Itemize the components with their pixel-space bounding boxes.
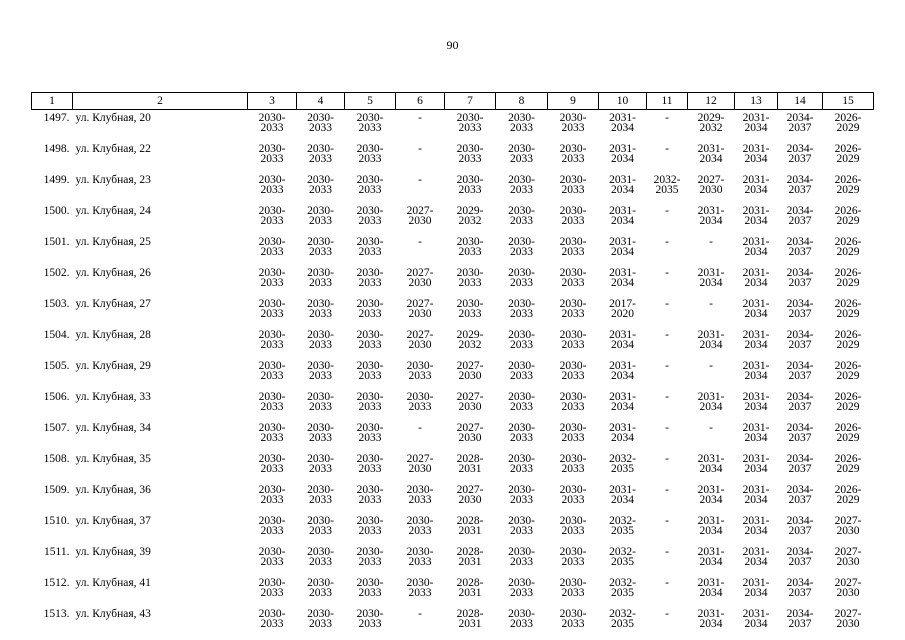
address-cell: ул. Клубная, 20 [75,112,151,124]
period-cell: 2030- 2033 [356,329,384,351]
period-cell: - [665,577,669,589]
period-cell: 2031- 2034 [697,577,725,599]
period-cell: 2030- 2033 [307,236,334,258]
address-cell: ул. Клубная, 28 [75,329,151,341]
period-cell: 2027- 2030 [406,453,434,475]
schedule-table [31,92,874,637]
period-cell: 2027- 2030 [406,329,434,351]
period-cell: 2031- 2034 [742,267,770,289]
period-cell: - [418,236,422,248]
period-cell: 2030- 2033 [307,112,334,134]
period-cell: - [418,608,422,620]
row-number: 1507. [43,422,70,434]
period-cell: 2031- 2034 [609,112,636,134]
period-cell: 2026- 2029 [834,484,862,506]
period-cell: 2026- 2029 [834,422,862,444]
period-cell: 2032- 2035 [609,546,636,568]
row-number: 1505. [43,360,70,372]
period-cell: 2027- 2030 [456,391,484,413]
address-cell: ул. Клубная, 29 [75,360,151,372]
address-cell: ул. Клубная, 22 [75,143,151,155]
period-cell: 2030- 2033 [559,174,587,196]
row-number: 1509. [43,484,70,496]
period-cell: 2030- 2033 [406,515,434,537]
period-cell: - [709,298,713,310]
column-header: 3 [248,93,297,110]
row-number: 1511. [44,546,70,558]
period-cell: 2030- 2033 [406,391,434,413]
period-cell: 2031- 2034 [609,205,636,227]
period-cell: 2027- 2030 [834,546,862,568]
column-header: 15 [823,93,874,110]
address-cell: ул. Клубная, 41 [75,577,151,589]
period-cell: 2027- 2030 [456,360,484,382]
period-cell: 2031- 2034 [697,546,725,568]
period-cell: 2030- 2033 [258,329,286,351]
period-cell: 2034- 2037 [786,546,814,568]
row-number: 1497. [43,112,70,124]
row-number: 1513. [43,608,70,620]
period-cell: 2030- 2033 [508,298,535,320]
period-cell: 2030- 2033 [508,267,535,289]
period-cell: - [665,236,669,248]
table-row [32,513,874,544]
period-cell: 2030- 2033 [559,422,587,444]
period-cell: 2030- 2033 [356,391,384,413]
period-cell: 2030- 2033 [356,360,384,382]
period-cell: 2030- 2033 [406,484,434,506]
row-number: 1512. [43,577,70,589]
column-header: 11 [647,93,688,110]
period-cell: 2030- 2033 [559,112,587,134]
row-number: 1510. [43,515,70,527]
period-cell: 2031- 2034 [609,484,636,506]
period-cell: 2031- 2034 [742,484,770,506]
period-cell: 2030- 2033 [307,546,334,568]
period-cell: 2030- 2033 [258,453,286,475]
period-cell: 2028- 2031 [456,577,484,599]
period-cell: 2032- 2035 [609,515,636,537]
period-cell: 2030- 2033 [258,484,286,506]
period-cell: 2030- 2033 [508,608,535,630]
period-cell: 2031- 2034 [742,236,770,258]
period-cell: 2032- 2035 [609,453,636,475]
column-header: 2 [73,93,248,110]
period-cell: 2030- 2033 [456,267,484,289]
period-cell: 2031- 2034 [609,391,636,413]
period-cell: - [665,546,669,558]
table-row [32,265,874,296]
period-cell: 2034- 2037 [786,608,814,630]
period-cell: 2027- 2030 [406,267,434,289]
period-cell: 2030- 2033 [559,391,587,413]
period-cell: 2030- 2033 [258,298,286,320]
period-cell: 2031- 2034 [609,174,636,196]
period-cell: 2031- 2034 [742,329,770,351]
period-cell: 2017- 2020 [609,298,636,320]
period-cell: 2030- 2033 [258,236,286,258]
period-cell: 2034- 2037 [786,422,814,444]
period-cell: 2030- 2033 [307,484,334,506]
column-header: 4 [297,93,345,110]
address-cell: ул. Клубная, 34 [75,422,151,434]
period-cell: 2031- 2034 [697,515,725,537]
period-cell: 2026- 2029 [834,236,862,258]
period-cell: 2031- 2034 [742,546,770,568]
table-row [32,296,874,327]
period-cell: 2030- 2033 [307,577,334,599]
period-cell: 2034- 2037 [786,267,814,289]
address-cell: ул. Клубная, 39 [75,546,151,558]
period-cell: 2026- 2029 [834,453,862,475]
address-cell: ул. Клубная, 43 [75,608,151,620]
period-cell: 2034- 2037 [786,360,814,382]
table-row [32,234,874,265]
period-cell: 2030- 2033 [307,267,334,289]
column-header: 7 [445,93,496,110]
period-cell: 2030- 2033 [559,205,587,227]
table-row [32,358,874,389]
table-row [32,482,874,513]
column-header: 10 [599,93,647,110]
period-cell: - [665,608,669,620]
period-cell: 2031- 2034 [742,298,770,320]
period-cell: 2030- 2033 [258,608,286,630]
period-cell: 2030- 2033 [258,515,286,537]
period-cell: 2030- 2033 [559,515,587,537]
period-cell: 2030- 2033 [456,174,484,196]
period-cell: 2030- 2033 [258,422,286,444]
period-cell: 2027- 2030 [456,422,484,444]
period-cell: 2030- 2033 [307,143,334,165]
period-cell: 2030- 2033 [559,298,587,320]
column-header: 14 [778,93,823,110]
period-cell: 2030- 2033 [356,546,384,568]
column-header: 8 [496,93,548,110]
period-cell: 2030- 2033 [356,267,384,289]
period-cell: 2028- 2031 [456,515,484,537]
period-cell: 2034- 2037 [786,298,814,320]
period-cell: 2030- 2033 [559,236,587,258]
period-cell: 2027- 2030 [406,205,434,227]
period-cell: - [665,453,669,465]
period-cell: 2030- 2033 [307,298,334,320]
period-cell: - [418,422,422,434]
period-cell: 2031- 2034 [697,329,725,351]
period-cell: 2030- 2033 [307,174,334,196]
period-cell: 2034- 2037 [786,112,814,134]
period-cell: - [665,484,669,496]
period-cell: 2030- 2033 [559,577,587,599]
period-cell: 2034- 2037 [786,236,814,258]
period-cell: - [665,391,669,403]
row-number: 1503. [43,298,70,310]
period-cell: 2027- 2030 [834,608,862,630]
period-cell: 2031- 2034 [697,267,725,289]
period-cell: 2026- 2029 [834,267,862,289]
column-header: 9 [548,93,599,110]
period-cell: 2030- 2033 [508,515,535,537]
table-row [32,327,874,358]
period-cell: 2031- 2034 [742,577,770,599]
period-cell: 2026- 2029 [834,143,862,165]
period-cell: 2028- 2031 [456,453,484,475]
period-cell: 2030- 2033 [307,453,334,475]
period-cell: 2030- 2033 [307,515,334,537]
period-cell: - [665,267,669,279]
period-cell: 2031- 2034 [742,391,770,413]
period-cell: 2031- 2034 [742,453,770,475]
address-cell: ул. Клубная, 25 [75,236,151,248]
period-cell: 2034- 2037 [786,205,814,227]
period-cell: 2030- 2033 [356,205,384,227]
period-cell: 2032- 2035 [609,577,636,599]
period-cell: - [418,112,422,124]
address-cell: ул. Клубная, 37 [75,515,151,527]
period-cell: 2030- 2033 [356,174,384,196]
period-cell: 2031- 2034 [697,143,725,165]
address-cell: ул. Клубная, 23 [75,174,151,186]
period-cell: - [665,515,669,527]
period-cell: 2034- 2037 [786,329,814,351]
period-cell: 2030- 2033 [508,546,535,568]
period-cell: 2030- 2033 [356,453,384,475]
period-cell: - [665,298,669,310]
period-cell: - [665,360,669,372]
period-cell: - [418,143,422,155]
table-row [32,575,874,606]
period-cell: 2031- 2034 [609,143,636,165]
period-cell: 2030- 2033 [508,205,535,227]
period-cell: 2031- 2034 [609,422,636,444]
period-cell: 2030- 2033 [258,112,286,134]
table-row [32,141,874,172]
period-cell: 2030- 2033 [356,112,384,134]
period-cell: 2034- 2037 [786,453,814,475]
period-cell: 2030- 2033 [559,453,587,475]
period-cell: 2030- 2033 [258,360,286,382]
period-cell: 2030- 2033 [307,391,334,413]
address-cell: ул. Клубная, 26 [75,267,151,279]
column-header: 1 [32,93,73,110]
row-number: 1499. [43,174,70,186]
period-cell: 2030- 2033 [508,484,535,506]
period-cell: 2030- 2033 [258,546,286,568]
column-header: 12 [688,93,735,110]
row-number: 1498. [43,143,70,155]
period-cell: - [709,360,713,372]
period-cell: 2030- 2033 [307,205,334,227]
period-cell: 2031- 2034 [609,329,636,351]
period-cell: 2030- 2033 [406,577,434,599]
period-cell: 2034- 2037 [786,391,814,413]
period-cell: 2030- 2033 [508,143,535,165]
period-cell: 2026- 2029 [834,174,862,196]
period-cell: 2030- 2033 [356,608,384,630]
period-cell: 2031- 2034 [742,422,770,444]
table-row [32,203,874,234]
table-row [32,110,874,142]
period-cell: 2028- 2031 [456,546,484,568]
period-cell: 2030- 2033 [356,236,384,258]
period-cell: 2030- 2033 [307,329,334,351]
period-cell: 2027- 2030 [834,515,862,537]
row-number: 1504. [43,329,70,341]
period-cell: 2032- 2035 [609,608,636,630]
period-cell: 2030- 2033 [456,112,484,134]
period-cell: 2032- 2035 [653,174,681,196]
period-cell: 2030- 2033 [559,608,587,630]
period-cell: 2034- 2037 [786,484,814,506]
period-cell: 2031- 2034 [697,484,725,506]
table-row [32,420,874,451]
period-cell: 2031- 2034 [742,608,770,630]
period-cell: 2031- 2034 [697,205,725,227]
period-cell: 2030- 2033 [559,484,587,506]
period-cell: 2030- 2033 [456,298,484,320]
period-cell: - [665,205,669,217]
period-cell: 2034- 2037 [786,515,814,537]
column-header: 6 [396,93,445,110]
row-number: 1500. [43,205,70,217]
period-cell: 2031- 2034 [609,267,636,289]
period-cell: - [665,143,669,155]
row-number: 1506. [43,391,70,403]
period-cell: 2034- 2037 [786,577,814,599]
period-cell: 2026- 2029 [834,205,862,227]
period-cell: 2026- 2029 [834,391,862,413]
period-cell: 2030- 2033 [258,267,286,289]
period-cell: 2030- 2033 [307,422,334,444]
address-cell: ул. Клубная, 27 [75,298,151,310]
period-cell: 2029- 2032 [456,205,484,227]
period-cell: 2030- 2033 [559,360,587,382]
period-cell: 2030- 2033 [258,577,286,599]
period-cell: 2027- 2030 [406,298,434,320]
period-cell: 2030- 2033 [307,608,334,630]
period-cell: 2030- 2033 [356,515,384,537]
period-cell: 2028- 2031 [456,608,484,630]
row-number: 1508. [43,453,70,465]
period-cell: 2031- 2034 [742,112,770,134]
period-cell: 2030- 2033 [258,143,286,165]
period-cell: 2031- 2034 [742,515,770,537]
row-number: 1501. [43,236,70,248]
period-cell: 2030- 2033 [508,174,535,196]
period-cell: 2027- 2030 [697,174,725,196]
period-cell: 2030- 2033 [508,112,535,134]
table-row [32,606,874,637]
period-cell: 2031- 2034 [742,143,770,165]
period-cell: 2034- 2037 [786,174,814,196]
period-cell: 2031- 2034 [742,174,770,196]
period-cell: 2027- 2030 [456,484,484,506]
period-cell: - [665,422,669,434]
period-cell: 2030- 2033 [508,329,535,351]
period-cell: 2031- 2034 [609,360,636,382]
period-cell: - [665,112,669,124]
period-cell: 2031- 2034 [742,360,770,382]
period-cell: - [709,422,713,434]
period-cell: - [665,329,669,341]
period-cell: 2030- 2033 [258,391,286,413]
period-cell: 2030- 2033 [406,360,434,382]
period-cell: 2029- 2032 [697,112,725,134]
table-body [32,110,874,638]
period-cell: - [418,174,422,186]
period-cell: 2026- 2029 [834,112,862,134]
period-cell: 2030- 2033 [508,453,535,475]
period-cell: 2030- 2033 [508,360,535,382]
period-cell: 2030- 2033 [356,484,384,506]
period-cell: 2031- 2034 [742,205,770,227]
period-cell: - [709,236,713,248]
period-cell: 2030- 2033 [356,577,384,599]
period-cell: 2030- 2033 [406,546,434,568]
period-cell: 2030- 2033 [559,267,587,289]
table-row [32,451,874,482]
period-cell: 2030- 2033 [508,236,535,258]
table-row [32,389,874,420]
period-cell: 2030- 2033 [456,236,484,258]
period-cell: 2026- 2029 [834,360,862,382]
period-cell: 2030- 2033 [356,143,384,165]
period-cell: 2030- 2033 [258,174,286,196]
address-cell: ул. Клубная, 33 [75,391,151,403]
row-number: 1502. [43,267,70,279]
period-cell: 2027- 2030 [834,577,862,599]
period-cell: 2026- 2029 [834,329,862,351]
address-cell: ул. Клубная, 36 [75,484,151,496]
period-cell: 2029- 2032 [456,329,484,351]
period-cell: 2031- 2034 [697,391,725,413]
period-cell: 2030- 2033 [508,422,535,444]
period-cell: 2031- 2034 [697,608,725,630]
period-cell: 2030- 2033 [356,298,384,320]
period-cell: 2030- 2033 [508,577,535,599]
period-cell: 2030- 2033 [456,143,484,165]
period-cell: 2030- 2033 [258,205,286,227]
period-cell: 2030- 2033 [559,143,587,165]
period-cell: 2031- 2034 [697,453,725,475]
column-header: 13 [735,93,778,110]
address-cell: ул. Клубная, 24 [75,205,151,217]
period-cell: 2030- 2033 [307,360,334,382]
table-row [32,544,874,575]
table-row [32,172,874,203]
address-cell: ул. Клубная, 35 [75,453,151,465]
header-row [32,93,874,110]
period-cell: 2034- 2037 [786,143,814,165]
column-header: 5 [345,93,396,110]
period-cell: 2030- 2033 [559,546,587,568]
period-cell: 2030- 2033 [559,329,587,351]
period-cell: 2031- 2034 [609,236,636,258]
period-cell: 2030- 2033 [356,422,384,444]
page-number: 90 [446,38,459,52]
period-cell: 2030- 2033 [508,391,535,413]
period-cell: 2026- 2029 [834,298,862,320]
